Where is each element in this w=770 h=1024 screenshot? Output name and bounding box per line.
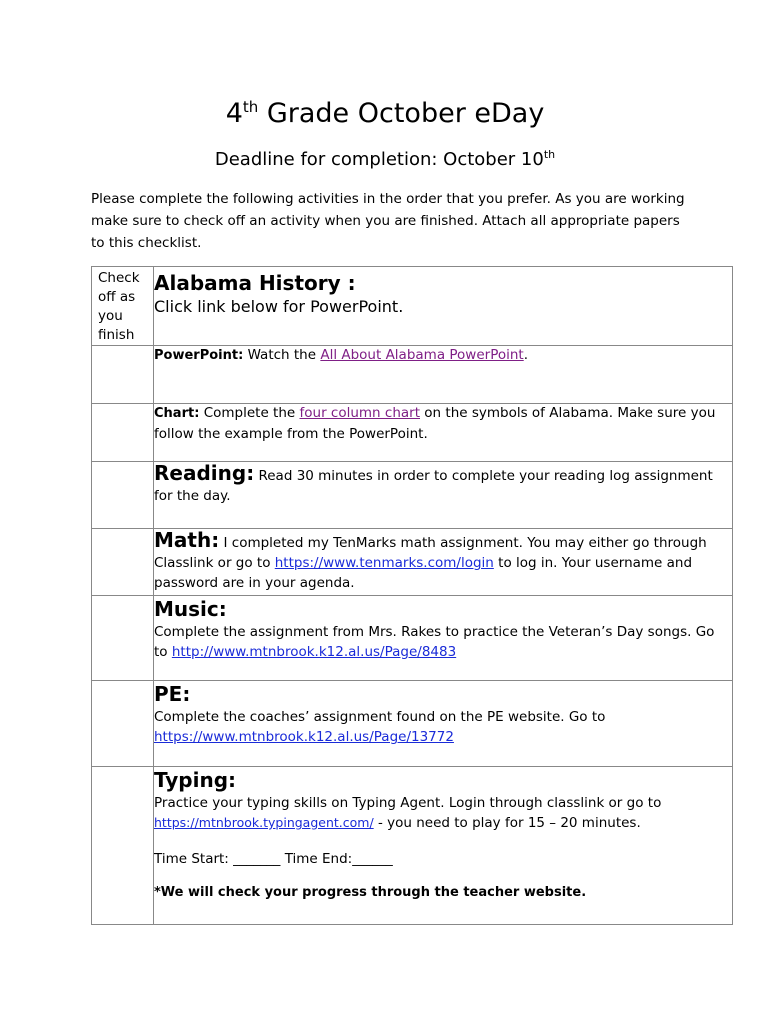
powerpoint-cell: [154, 346, 733, 404]
four-column-chart-link[interactable]: four column chart: [299, 405, 420, 421]
row-typing: [92, 767, 733, 925]
row-alabama-history: [92, 267, 733, 346]
reading-cell: [154, 462, 733, 529]
typing-text: Practice your typing skills on Typing Agent. Login through classlink or go to https://mtnbrook.typingagent.com/ - you need to play for 15 – 20 minutes.: [154, 795, 662, 831]
typingagent-link[interactable]: https://mtnbrook.typingagent.com/: [154, 815, 374, 830]
deadline: Deadline for completion: October 10th: [214, 148, 556, 170]
history-subtitle: Click link below for PowerPoint.: [154, 297, 404, 316]
checkbox-cell-chart[interactable]: [92, 404, 154, 462]
time-start-end: Time Start: _______ Time End:______: [154, 851, 393, 867]
music-page-link[interactable]: http://www.mtnbrook.k12.al.us/Page/8483: [171, 644, 457, 660]
pe-heading: PE:: [154, 682, 191, 706]
music-cell: [154, 596, 733, 681]
row-pe: [92, 681, 733, 767]
check-off-label: Check off as you finish: [98, 270, 140, 343]
reading-heading: Reading:: [154, 461, 255, 485]
row-music: [92, 596, 733, 681]
chart-text: Chart: Complete the four column chart on the symbols of Alabama. Make sure you follow the example from the PowerPoint.: [154, 405, 716, 442]
math-cell: [154, 529, 733, 596]
music-heading: Music:: [154, 597, 227, 621]
typing-heading: Typing:: [154, 768, 237, 792]
row-powerpoint: [92, 346, 733, 404]
pe-cell: [154, 681, 733, 767]
chart-cell: [154, 404, 733, 462]
powerpoint-label: PowerPoint:: [154, 348, 244, 363]
progress-note: *We will check your progress through the teacher website.: [154, 885, 587, 900]
pe-text: Complete the coaches’ assignment found on the PE website. Go to https://www.mtnbrook.k12.al.us/Page/13772: [154, 709, 606, 745]
math-heading: Math:: [154, 528, 220, 552]
chart-label: Chart:: [154, 406, 200, 421]
typing-cell: [154, 767, 733, 925]
reading-text: Reading: Read 30 minutes in order to complete your reading log assignment for the day.: [154, 461, 713, 504]
page-title: 4th Grade October eDay: [225, 98, 545, 129]
history-cell: [154, 267, 733, 346]
checkbox-cell-pe[interactable]: [92, 681, 154, 767]
checkbox-cell-music[interactable]: [92, 596, 154, 681]
row-math: [92, 529, 733, 596]
activity-checklist: [91, 266, 733, 925]
checkbox-cell-typing[interactable]: [92, 767, 154, 925]
check-header-cell: [92, 267, 154, 346]
music-text: Complete the assignment from Mrs. Rakes to practice the Veteran’s Day songs. Go to http://www.mtnbrook.k12.al.us/Page/8483: [154, 624, 715, 660]
row-reading: [92, 462, 733, 529]
pe-page-link[interactable]: https://www.mtnbrook.k12.al.us/Page/13772: [154, 729, 454, 745]
checkbox-cell-math[interactable]: [92, 529, 154, 596]
history-heading: Alabama History :: [154, 271, 356, 295]
math-text: Math: I completed my TenMarks math assignment. You may either go through Classlink or go to https://www.tenmarks.com/login to log in. Your username and password are in your agenda.: [154, 528, 707, 591]
powerpoint-link[interactable]: All About Alabama PowerPoint: [320, 347, 524, 363]
row-chart: [92, 404, 733, 462]
checkbox-cell-reading[interactable]: [92, 462, 154, 529]
intro-paragraph: Please complete the following activities in the order that you prefer. As you are working make sure to check off an activity when you are finished. Attach all appropriate papers to this checklist.: [91, 191, 685, 251]
tenmarks-link[interactable]: https://www.tenmarks.com/login: [274, 555, 494, 571]
powerpoint-text: PowerPoint: Watch the All About Alabama PowerPoint.: [154, 347, 529, 363]
checkbox-cell-powerpoint[interactable]: [92, 346, 154, 404]
